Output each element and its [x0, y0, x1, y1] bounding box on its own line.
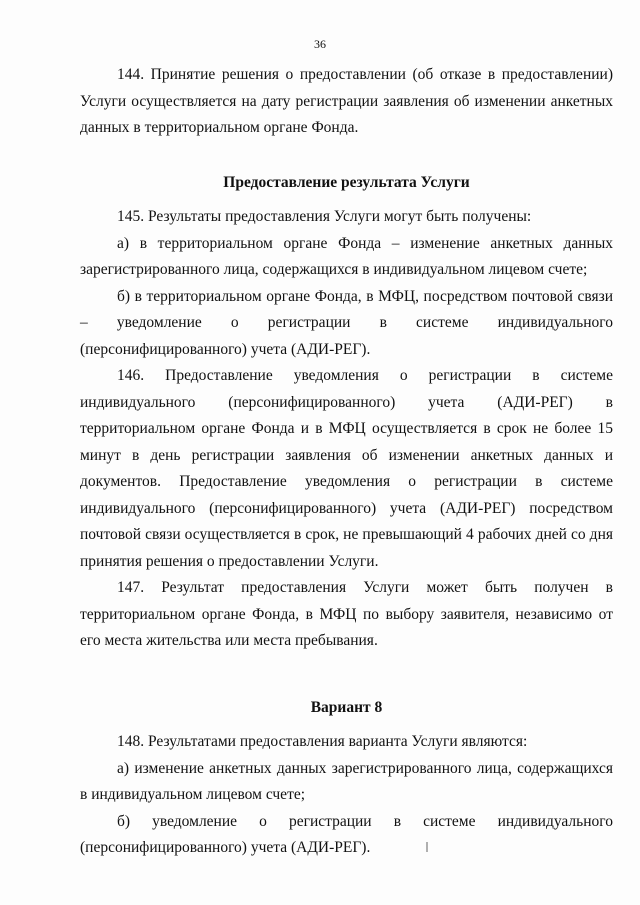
section-heading-result: Предоставление результата Услуги: [223, 173, 470, 191]
page-number: 36: [314, 37, 326, 51]
paragraph-145-b: б) в территориальном органе Фонда, в МФЦ, посредством почтовой связи – уведомление о регистрации в системе индивидуального (персонифицированного) учета (АДИ-РЕГ).: [80, 287, 613, 358]
paragraph-146: 146. Предоставление уведомления о регистрации в системе индивидуального (персонифицированного) учета (АДИ-РЕГ) в территориальном органе Фонда и в МФЦ осуществляется в срок не более 15 минут в день регистрации заявления об изменении анкетных данных и документов. Предоставление уведомления о регистрации в системе индивидуального (персонифицированного) учета (АДИ-РЕГ) посредством почтовой связи осуществляется в срок, не превышающий 4 рабочих дней со дня принятия решения о предоставлении Услуги.: [80, 367, 613, 570]
document-body: [80, 62, 613, 862]
spacer: [80, 142, 613, 170]
section-heading-variant: Вариант 8: [310, 698, 383, 716]
paragraph-145-a: а) в территориальном органе Фонда – изменение анкетных данных зарегистрированного лица, содержащихся в индивидуальном лицевом счете;: [80, 234, 613, 278]
spacer: [80, 196, 613, 204]
spacer: [80, 721, 613, 729]
paragraph-148-b: б) уведомление о регистрации в системе индивидуального (персонифицированного) учета (АДИ-РЕГ).: [80, 812, 613, 856]
paragraph-145: 145. Результаты предоставления Услуги могут быть получены:: [117, 208, 532, 225]
paragraph-148-a: а) изменение анкетных данных зарегистрированного лица, содержащихся в индивидуальном лицевом счете;: [80, 759, 613, 803]
paragraph-148: 148. Результатами предоставления варианта Услуги являются:: [117, 733, 528, 750]
paragraph-147: 147. Результат предоставления Услуги может быть получен в территориальном органе Фонда, в МФЦ по выбору заявителя, независимо от его места жительства или места пребывания.: [80, 579, 613, 649]
paragraph-144: 144. Принятие решения о предоставлении (об отказе в предоставлении) Услуги осуществляется на дату регистрации заявления об изменении анкетных данных в территориальном органе Фонда.: [80, 66, 613, 136]
spacer: [80, 655, 613, 695]
scan-artifact-mark: [426, 842, 428, 852]
